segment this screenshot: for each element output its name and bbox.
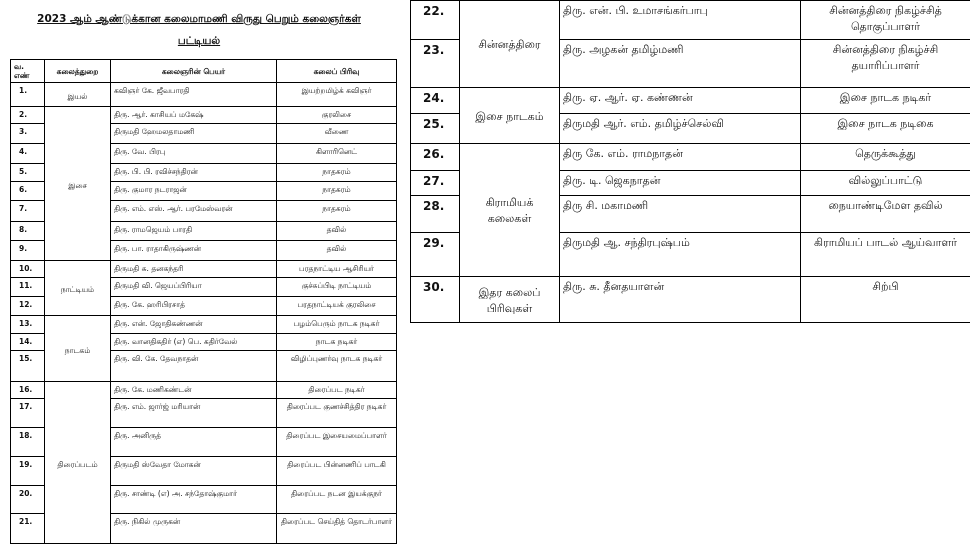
art-type: திரைப்பட பின்னணிப் பாடகி: [277, 457, 397, 486]
row-number: 24.: [411, 88, 460, 114]
artist-name: திரு. என். பி. உமாசங்கர்பாபு: [560, 1, 801, 40]
art-type: நாடக நடிகர்: [277, 334, 397, 351]
row-number: 23.: [411, 40, 460, 88]
artist-name: திரு. ஏ. ஆர். ஏ. கண்ணன்: [560, 88, 801, 114]
artist-name: திரு. பா. ராதாகிருஷ்ணன்: [111, 241, 277, 261]
document-subtitle: பட்டியல்: [177, 35, 221, 47]
art-type: இசை நாடக நடிகை: [801, 114, 970, 144]
artist-name: திரு. குமார நடராஜன்: [111, 182, 277, 201]
art-type: விழிப்புணர்வு நாடக நடிகர்: [277, 351, 397, 382]
row-number: 25.: [411, 114, 460, 144]
art-type: நாதசுரம்: [277, 164, 397, 182]
artist-name: திரு. சு. தீனதயாளன்: [560, 277, 801, 323]
document-page-right: [410, 0, 970, 330]
artist-name: திரு. டி. ஜெகநாதன்: [560, 171, 801, 196]
art-type: குரலிசை: [277, 107, 397, 124]
category-cell: நாட்டியம்: [45, 261, 111, 316]
art-type: பரதநாட்டியக் குரலிசை: [277, 297, 397, 316]
table-header-row: [11, 60, 397, 83]
awardees-table-part-2: [410, 0, 970, 323]
row-number: 7.: [11, 201, 45, 222]
art-type: சின்னத்திரை நிகழ்ச்சி தயாரிப்பாளர்: [801, 40, 970, 88]
table-row: [11, 107, 397, 124]
art-type: இசை நாடக நடிகர்: [801, 88, 970, 114]
art-type: சிற்பி: [801, 277, 970, 323]
artist-name: திருமதி ஆ. சந்திரபுஷ்பம்: [560, 233, 801, 277]
artist-name: திருமதி ஆர். எம். தமிழ்ச்செல்வி: [560, 114, 801, 144]
row-number: 9.: [11, 241, 45, 261]
artist-name: திரு சி. மகாமணி: [560, 196, 801, 233]
row-number: 12.: [11, 297, 45, 316]
artist-name: திருமதி சு. தனகந்தரி: [111, 261, 277, 278]
row-number: 30.: [411, 277, 460, 323]
art-type: திரைப்பட குணச்சித்திர நடிகர்: [277, 399, 397, 428]
category-cell: இசை நாடகம்: [460, 88, 560, 144]
art-type: வில்லுப்பாட்டு: [801, 171, 970, 196]
row-number: 10.: [11, 261, 45, 278]
category-cell: சின்னத்திரை: [460, 1, 560, 88]
row-number: 3.: [11, 124, 45, 144]
row-number: 22.: [411, 1, 460, 40]
row-number: 17.: [11, 399, 45, 428]
table-row: [11, 316, 397, 334]
art-type: தவில்: [277, 222, 397, 241]
table-row: [411, 1, 970, 40]
row-number: 11.: [11, 278, 45, 297]
artist-name: திருமதி ஹேமலதாமணி: [111, 124, 277, 144]
art-type: நாதசுரம்: [277, 201, 397, 222]
artist-name: திரு. அனிருத்: [111, 428, 277, 457]
art-type: கிளாரினெட்: [277, 144, 397, 164]
art-type: திரைப்பட இசையமைப்பாளர்: [277, 428, 397, 457]
row-number: 19.: [11, 457, 45, 486]
row-number: 18.: [11, 428, 45, 457]
artist-name: திரு. வி. கே. தேவநாதன்: [111, 351, 277, 382]
art-type: பழம்பெரும் நாடக நடிகர்: [277, 316, 397, 334]
art-type: வீணை: [277, 124, 397, 144]
header-art-type: கலைப் பிரிவு: [277, 60, 397, 83]
artist-name: திரு. அழகன் தமிழ்மணி: [560, 40, 801, 88]
art-type: நையாண்டிமேள தவில்: [801, 196, 970, 233]
row-number: 28.: [411, 196, 460, 233]
row-number: 15.: [11, 351, 45, 382]
art-type: சின்னத்திரை நிகழ்ச்சித் தொகுப்பாளர்: [801, 1, 970, 40]
artist-name: திரு. வே. பிரபு: [111, 144, 277, 164]
document-page-left: [0, 0, 398, 545]
art-type: இயற்றமிழ்க் கவிஞர்: [277, 83, 397, 107]
artist-name: திரு. நிகில் முருகன்: [111, 514, 277, 544]
row-number: 2.: [11, 107, 45, 124]
category-cell: திரைப்படம்: [45, 382, 111, 544]
row-number: 4.: [11, 144, 45, 164]
row-number: 21.: [11, 514, 45, 544]
row-number: 13.: [11, 316, 45, 334]
art-type: திரைப்பட நடிகர்: [277, 382, 397, 399]
header-artist-name: கலைஞரின் பெயர்: [111, 60, 277, 83]
artist-name: திரு. ஆர். காசியப் மகேஷ்: [111, 107, 277, 124]
artist-name: திருமதி ஸ்வேதா மோகன்: [111, 457, 277, 486]
table-row: [411, 88, 970, 114]
artist-name: திரு. கே. ஹரிபிரசாத்: [111, 297, 277, 316]
artist-name: திரு. எம். எஸ். ஆர். பரமேஸ்வரன்: [111, 201, 277, 222]
row-number: 20.: [11, 486, 45, 514]
artist-name: திரு. வானதிகதிர் (எ) பெ. கதிர்வேல்: [111, 334, 277, 351]
artist-name: திரு. கே. மணிகண்டன்: [111, 382, 277, 399]
art-type: நாதசுரம்: [277, 182, 397, 201]
artist-name: திரு. பி. பி. ரவிச்சந்திரன்: [111, 164, 277, 182]
row-number: 5.: [11, 164, 45, 182]
table-row: [411, 144, 970, 171]
artist-name: திரு. எம். ஜார்ஜ் மரியான்: [111, 399, 277, 428]
category-cell: இசை: [45, 107, 111, 261]
row-number: 29.: [411, 233, 460, 277]
category-cell: கிராமியக் கலைகள்: [460, 144, 560, 277]
artist-name: திரு. ராமஜெயம் பாரதி: [111, 222, 277, 241]
row-number: 14.: [11, 334, 45, 351]
document-title: 2023 ஆம் ஆண்டுக்கான கலைமாமணி விருது பெறும் கலைஞர்கள்: [37, 13, 361, 25]
art-type: குச்சுப்பிடி நாட்டியம்: [277, 278, 397, 297]
art-type: திரைப்பட செய்தித் தொடர்பாளர்: [277, 514, 397, 544]
table-row: [11, 261, 397, 278]
art-type: திரைப்பட நடன இயக்குநர்: [277, 486, 397, 514]
art-type: கிராமியப் பாடல் ஆய்வாளர்: [801, 233, 970, 277]
row-number: 27.: [411, 171, 460, 196]
art-type: பரதநாட்டிய ஆசிரியர்: [277, 261, 397, 278]
awardees-table-part-1: [10, 59, 397, 544]
row-number: 8.: [11, 222, 45, 241]
row-number: 16.: [11, 382, 45, 399]
header-serial-number: வ. எண்: [11, 60, 45, 83]
row-number: 26.: [411, 144, 460, 171]
category-cell: இயல்: [45, 83, 111, 107]
row-number: 6.: [11, 182, 45, 201]
artist-name: திரு. சாண்டி (எ) அ. சந்தோஷ்குமார்: [111, 486, 277, 514]
row-number: 1.: [11, 83, 45, 107]
table-row: [11, 382, 397, 399]
table-row: [411, 277, 970, 323]
artist-name: கவிஞர் கே. ஜீவபாரதி: [111, 83, 277, 107]
art-type: தவில்: [277, 241, 397, 261]
table-row: [11, 83, 397, 107]
artist-name: திரு. என். ஜோதிகண்ணன்: [111, 316, 277, 334]
header-field: கலைத்துறை: [45, 60, 111, 83]
category-cell: இதர கலைப் பிரிவுகள்: [460, 277, 560, 323]
artist-name: திரு கே. எம். ராமநாதன்: [560, 144, 801, 171]
category-cell: நாடகம்: [45, 316, 111, 382]
art-type: தெருக்கூத்து: [801, 144, 970, 171]
artist-name: திருமதி வி. ஜெயப்பிரியா: [111, 278, 277, 297]
